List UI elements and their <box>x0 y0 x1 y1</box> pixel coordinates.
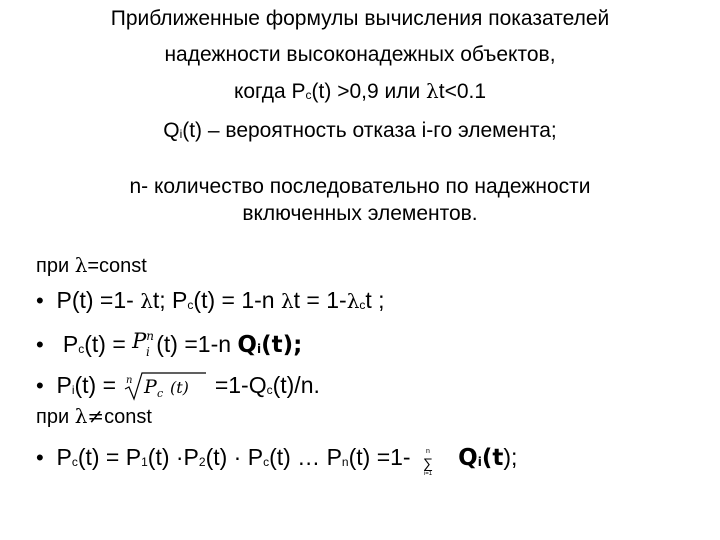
sum-symbol: n ∑ i=1 <box>422 448 433 477</box>
bullet-marker: • <box>36 288 44 313</box>
lambda-symbol: λ <box>426 79 439 103</box>
bullet-marker: • <box>36 332 44 357</box>
bullet-marker: • <box>36 373 44 398</box>
nth-root-expression <box>122 371 208 401</box>
formula-bullet-3: • Pi(t) = n P c (t) =1-Qc(t)/n. <box>36 372 320 400</box>
const-lambda-label: при λ=const <box>36 253 147 277</box>
n-definition-line-1: n- количество последовательно по надежности <box>129 175 591 198</box>
formula-bullet-1: • P(t) =1- λt; Pc(t) = 1-n λt = 1-λct ; <box>36 287 385 313</box>
pi-power-n: $P^n_i$ <box>132 329 155 359</box>
title-line-3: когда Pc(t) >0,9 или λt<0.1 <box>233 79 487 103</box>
title-line-1: Приближенные формулы вычисления показателей <box>110 7 610 30</box>
varying-lambda-label: при λ≠const <box>36 404 152 428</box>
n-definition-line-2: включенных элементов. <box>242 202 478 225</box>
bullet-marker: • <box>36 445 44 470</box>
svg-text:(t): (t) <box>170 378 190 397</box>
svg-text:P: P <box>144 376 158 398</box>
formula-bullet-2: • $Pc(t) = P^n_i$ (t) =1-n Qi(t); <box>36 329 303 359</box>
formula-bullet-4: • Pc(t) = P1(t) ·P2(t) · Pc(t) … Pn(t) =1- n ∑ i=1 Qi(t); <box>36 444 518 477</box>
svg-text:n: n <box>126 375 133 386</box>
title-line-2: надежности высоконадежных объектов, <box>164 43 556 66</box>
svg-text:c: c <box>157 387 164 400</box>
qi-definition: Qi(t) – вероятность отказа i-го элемента; <box>163 119 557 142</box>
